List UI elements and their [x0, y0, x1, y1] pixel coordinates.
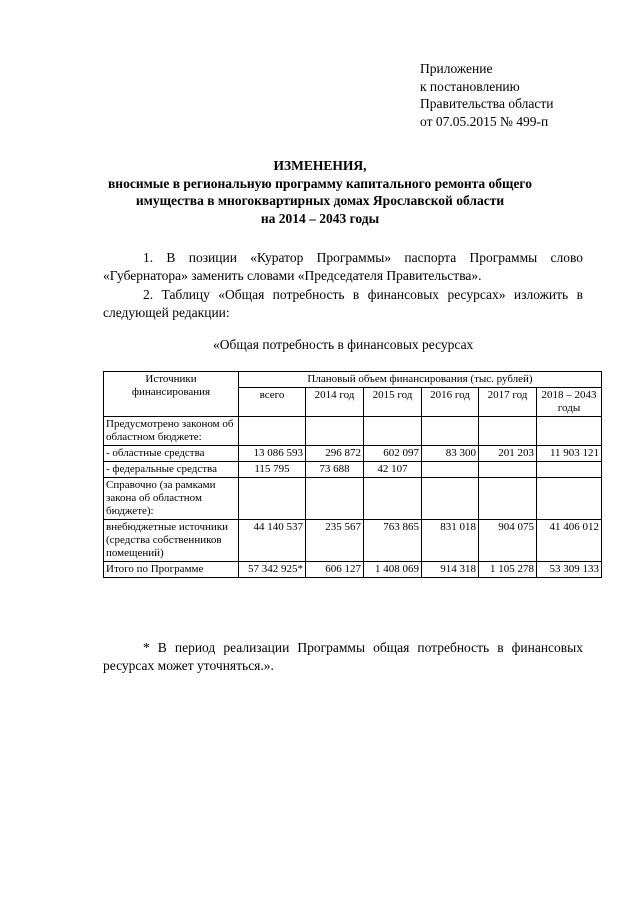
- row-label: внебюджетные источники (средства собственников помещений): [104, 520, 239, 562]
- row-label: Предусмотрено законом об областном бюджете:: [104, 417, 239, 446]
- table-cell: [537, 417, 602, 446]
- table-cell: 57 342 925*: [239, 562, 306, 578]
- table-cell: [306, 478, 364, 520]
- table-cell: [537, 478, 602, 520]
- title-line-4: на 2014 – 2043 годы: [260, 210, 380, 226]
- row-label: - областные средства: [104, 446, 239, 462]
- column-header: 2018 – 2043 годы: [537, 388, 602, 417]
- row-label: Итого по Программе: [104, 562, 239, 578]
- table-cell: 831 018: [422, 520, 479, 562]
- footnote-paragraph: [103, 639, 583, 675]
- table-row: [104, 478, 602, 520]
- column-header: 2015 год: [364, 388, 422, 417]
- footnote-text: * В период реализации Программы общая потребность в финансовых ресурсах может уточняться.».: [103, 640, 583, 673]
- table-cell: 1 105 278: [479, 562, 537, 578]
- table-cell: 914 318: [422, 562, 479, 578]
- item-2-paragraph: [103, 286, 583, 322]
- financing-table: [103, 371, 602, 578]
- appendix-line-3: Правительства области: [420, 96, 554, 111]
- appendix-line-2: к постановлению: [420, 78, 520, 94]
- table-cell: [479, 417, 537, 446]
- table-cell: 602 097: [364, 446, 422, 462]
- row-label: - федеральные средства: [104, 462, 239, 478]
- item-1-paragraph: [103, 249, 583, 285]
- table-cell: [306, 417, 364, 446]
- table-cell: 42 107: [364, 462, 422, 478]
- table-caption: «Общая потребность в финансовых ресурсах: [213, 337, 474, 352]
- table-cell: 115 795: [239, 462, 306, 478]
- column-header: 2017 год: [479, 388, 537, 417]
- table-cell: [479, 478, 537, 520]
- title-line-2: вносимые в региональную программу капитального ремонта общего: [108, 175, 532, 191]
- column-header: 2014 год: [306, 388, 364, 417]
- appendix-block: [420, 60, 553, 130]
- appendix-line-1: Приложение: [420, 61, 493, 76]
- table-cell: [364, 417, 422, 446]
- table-row: [104, 446, 602, 462]
- table-cell: [364, 478, 422, 520]
- table-cell: [422, 417, 479, 446]
- table-header-row-1: [104, 372, 602, 388]
- table-cell: 606 127: [306, 562, 364, 578]
- table-cell: [239, 478, 306, 520]
- table-cell: 73 688: [306, 462, 364, 478]
- table-cell: 763 865: [364, 520, 422, 562]
- table-row: [104, 462, 602, 478]
- table-cell: 44 140 537: [239, 520, 306, 562]
- table-cell: 235 567: [306, 520, 364, 562]
- item-2-text: 2. Таблицу «Общая потребность в финансовых ресурсах» изложить в следующей редакции:: [103, 287, 583, 320]
- table-cell: 201 203: [479, 446, 537, 462]
- table-cell: 53 309 133: [537, 562, 602, 578]
- table-cell: 11 903 121: [537, 446, 602, 462]
- table-cell: [239, 417, 306, 446]
- appendix-line-4: от 07.05.2015 № 499-п: [420, 113, 549, 129]
- row-label: Справочно (за рамками закона об областном бюджете):: [104, 478, 239, 520]
- table-cell: [422, 462, 479, 478]
- table-cell: [422, 478, 479, 520]
- table-cell: 41 406 012: [537, 520, 602, 562]
- plan-header: Плановый объем финансирования (тыс. рублей): [239, 372, 602, 388]
- title-line-1: ИЗМЕНЕНИЯ,: [273, 158, 367, 173]
- item-1-text: 1. В позиции «Куратор Программы» паспорта Программы слово «Губернатора» заменить словами «Председателя Правительства».: [103, 250, 583, 283]
- source-header: Источники финансирования: [104, 372, 239, 417]
- table-cell: 13 086 593: [239, 446, 306, 462]
- table-cell: 83 300: [422, 446, 479, 462]
- table-cell: 296 872: [306, 446, 364, 462]
- table-cell: 1 408 069: [364, 562, 422, 578]
- document-title: [90, 157, 550, 227]
- table-cell: [537, 462, 602, 478]
- column-header: всего: [239, 388, 306, 417]
- title-line-3: имущества в многоквартирных домах Ярославской области: [135, 193, 505, 208]
- table-total-row: [104, 562, 602, 578]
- table-cell: 904 075: [479, 520, 537, 562]
- table-cell: [479, 462, 537, 478]
- table-row: [104, 520, 602, 562]
- table-row: [104, 417, 602, 446]
- column-header: 2016 год: [422, 388, 479, 417]
